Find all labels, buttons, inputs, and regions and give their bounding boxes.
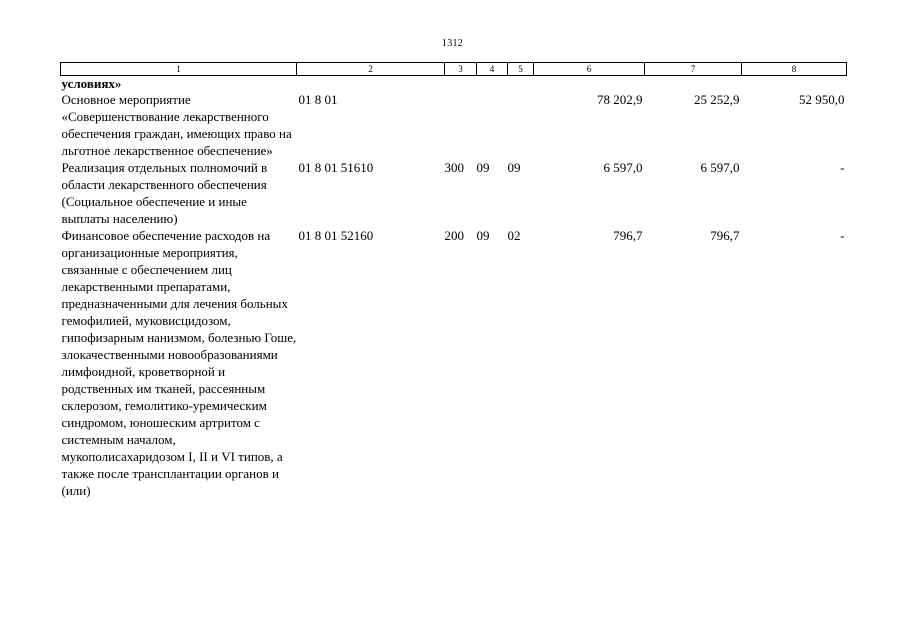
row-name: Реализация отдельных полномочий в области лекарственного обеспечения (Социальное обеспечение и иные выплаты населению) — [61, 160, 268, 226]
row-name: Финансовое обеспечение расходов на организационные мероприятия, связанные с обеспечением лиц лекарственными препаратами, предназначенными для лечения больных гемофилией, муковисцидозом, гипофизарным нанизмом, болезнью Гоше, злокачественными новообразованиями лимфоидной, кроветворной и родственных им тканей, рассеянным склерозом, гемолитико-уремическим синдромом, юношеским артритом с системным началом, мукополисахаридозом I, II и VI типов, а также после трансплантации органов и (или) — [61, 228, 297, 498]
column-number-2: 2 — [297, 63, 445, 76]
column-number-7: 7 — [645, 63, 742, 76]
row-target-code: 01 8 01 — [298, 92, 338, 107]
row-sum-total: 6 597,0 — [603, 160, 643, 175]
row-sum-regional: - — [840, 160, 845, 175]
row-expense-type — [445, 91, 477, 159]
row-sum-total: 78 202,9 — [597, 92, 643, 107]
row-expense-type: 200 — [444, 228, 464, 243]
column-number-row — [61, 63, 847, 76]
row-sum-federal: 25 252,9 — [694, 92, 740, 107]
column-number-3: 3 — [445, 63, 477, 76]
table-row — [61, 91, 847, 159]
page-number: 1312 — [441, 38, 464, 49]
column-number-4: 4 — [477, 63, 508, 76]
continuation-heading-row — [61, 76, 847, 92]
row-section: 09 — [476, 228, 490, 243]
table-row — [61, 227, 847, 499]
row-name: Основное мероприятие «Совершенствование лекарственного обеспечения граждан, имеющих право на льготное лекарственное обеспечение» — [61, 92, 292, 158]
row-subsection: 02 — [507, 228, 521, 243]
row-sum-federal: 6 597,0 — [700, 160, 740, 175]
row-sum-federal: 796,7 — [710, 228, 740, 243]
row-expense-type: 300 — [444, 160, 464, 175]
column-number-8: 8 — [742, 63, 847, 76]
column-number-6: 6 — [534, 63, 645, 76]
row-subsection: 09 — [507, 160, 521, 175]
row-target-code: 01 8 01 52160 — [298, 228, 374, 243]
column-number-header — [61, 63, 847, 76]
column-number-5: 5 — [508, 63, 534, 76]
row-sum-total: 796,7 — [613, 228, 643, 243]
column-number-1: 1 — [61, 63, 297, 76]
budget-table — [60, 62, 847, 499]
row-subsection — [508, 91, 534, 159]
row-section — [477, 91, 508, 159]
table-row — [61, 159, 847, 227]
row-target-code: 01 8 01 51610 — [298, 160, 374, 175]
row-sum-regional: 52 950,0 — [799, 92, 845, 107]
row-sum-regional: - — [840, 228, 845, 243]
continuation-heading: условиях» — [61, 76, 122, 91]
row-section: 09 — [476, 160, 490, 175]
